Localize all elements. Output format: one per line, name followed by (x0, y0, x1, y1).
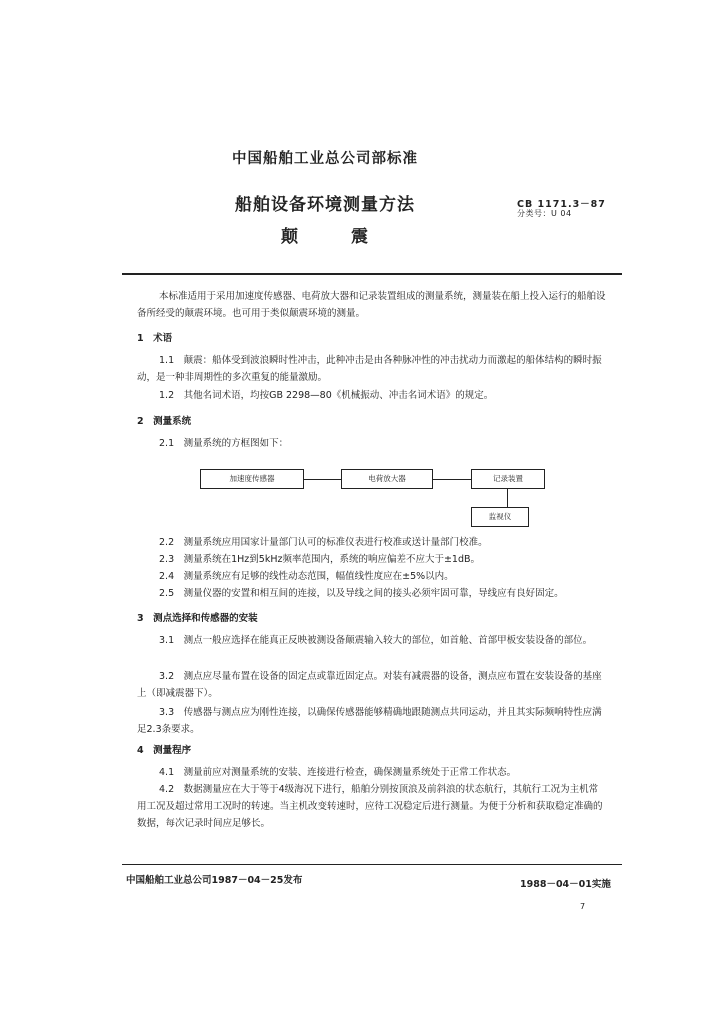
section-1-heading: 1 术语 (137, 333, 173, 344)
section-4-heading: 4 测量程序 (137, 745, 192, 756)
intro-paragraph: 本标准适用于采用加速度传感器、电荷放大器和记录装置组成的测量系统，测量装在船上投入运行的船舶设备所经受的颠震环境。也可用于类似颠震环境的测量。 (137, 291, 606, 319)
header-divider (122, 273, 622, 275)
document-title: 船舶设备环境测量方法 (235, 195, 415, 215)
classification-number: 分类号：U 04 (517, 209, 572, 218)
footer-divider (122, 864, 622, 865)
issue-date: 中国船舶工业总公司1987－04－25发布 (126, 875, 303, 886)
clause-2-3: 2.3 测量系统在1Hz到5kHz频率范围内，系统的响应偏差不应大于±1dB。 (159, 554, 481, 565)
clause-1-2: 1.2 其他名词术语，均按GB 2298—80《机械振动、冲击名词术语》的规定。 (159, 390, 494, 401)
clause-3-3: 3.3 传感器与测点应为刚性连接，以确保传感器能够精确地跟随测点共同运动，并且其实际频响特性应满足2.3条要求。 (137, 707, 602, 735)
diagram-box-recorder: 记录装置 (471, 469, 545, 489)
issuing-organization: 中国船舶工业总公司部标准 (232, 151, 418, 167)
standard-code: CB 1171.3－87 (517, 199, 606, 210)
clause-3-1: 3.1 测点一般应选择在能真正反映被测设备颠震输入较大的部位，如首舱、首部甲板安装设备的部位。 (159, 635, 593, 646)
diagram-connector (432, 479, 471, 480)
clause-2-4: 2.4 测量系统应有足够的线性动态范围，幅值线性度应在±5%以内。 (159, 571, 454, 582)
clause-2-1: 2.1 测量系统的方框图如下： (159, 438, 289, 449)
diagram-box-monitor: 监视仪 (471, 507, 529, 527)
diagram-connector (507, 489, 508, 508)
clause-4-1: 4.1 测量前应对测量系统的安装、连接进行检查，确保测量系统处于正常工作状态。 (159, 767, 517, 778)
subtitle-char-right: 震 (351, 227, 369, 247)
diagram-connector (303, 479, 341, 480)
document-subtitle (0, 222, 650, 247)
section-3-heading: 3 测点选择和传感器的安装 (137, 613, 258, 624)
diagram-box-accelerometer: 加速度传感器 (200, 469, 304, 489)
clause-4-2: 4.2 数据测量应在大于等于4级海况下进行，船舶分别按顶浪及前斜浪的状态航行，其航行工况为主机常用工况及超过常用工况时的转速。当主机改变转速时，应待工况稳定后进行测量。为便于分析和获取稳定准确的数据，每次记录时间应足够长。 (137, 784, 603, 829)
clause-2-2: 2.2 测量系统应用国家计量部门认可的标准仪表进行校准或送计量部门校准。 (159, 537, 488, 548)
subtitle-char-left: 颠 (281, 227, 299, 247)
clause-1-1: 1.1 颠震：船体受到波浪瞬时性冲击，此种冲击是由各种脉冲性的冲击扰动力而激起的船体结构的瞬时振动，是一种非周期性的多次重复的能量激励。 (137, 355, 602, 383)
diagram-box-charge-amplifier: 电荷放大器 (341, 469, 433, 489)
clause-3-2: 3.2 测点应尽量布置在设备的固定点或靠近固定点。对装有减震器的设备，测点应布置在安装设备的基座上（即减震器下）。 (137, 671, 602, 699)
effective-date: 1988－04－01实施 (520, 879, 611, 890)
page-number: 7 (580, 902, 586, 911)
section-2-heading: 2 测量系统 (137, 416, 192, 427)
clause-2-5: 2.5 测量仪器的安置和相互间的连接，以及导线之间的接头必须牢固可靠，导线应有良好固定。 (159, 588, 564, 599)
